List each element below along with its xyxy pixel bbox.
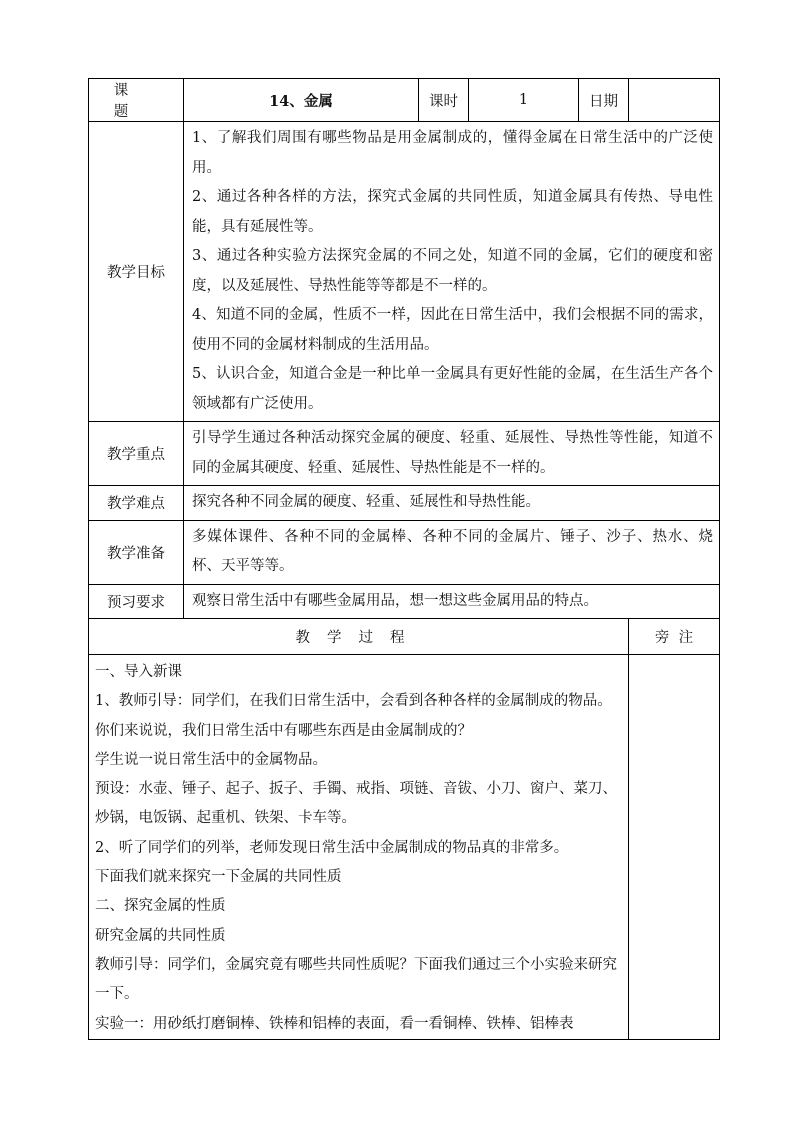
topic-value: 14、金属 (184, 79, 419, 122)
process-line: 教师引导：同学们，金属究竟有哪些共同性质呢？下面我们通过三个小实验来研究一下。 (95, 956, 617, 1003)
goals-row (89, 122, 720, 422)
goal-item: 1、了解我们周围有哪些物品是用金属制成的，懂得金属在日常生活中的广泛使用。 (192, 130, 713, 176)
preparation-row (89, 520, 720, 584)
process-header: 教学过程 (89, 619, 629, 655)
process-line: 预设：水壶、锤子、起子、扳子、手镯、戒指、项链、音钹、小刀、窗户、菜刀、炒锅，电饭锅、起重机、铁架、卡车等。 (95, 781, 617, 827)
date-label: 日期 (579, 79, 629, 122)
period-label: 课时 (419, 79, 469, 122)
period-value: 1 (469, 79, 579, 122)
header-row (89, 79, 720, 122)
key-points-label: 教学重点 (89, 422, 184, 486)
process-content (89, 655, 629, 1040)
process-line: 一、导入新课 (95, 664, 182, 680)
process-line: 研究金属的共同性质 (95, 927, 226, 944)
difficulties-label: 教学难点 (89, 486, 184, 521)
date-value (629, 79, 720, 122)
process-line: 学生说一说日常生活中的金属物品。 (95, 751, 327, 768)
process-line: 下面我们就来探究一下金属的共同性质 (95, 869, 342, 886)
key-points-row (89, 422, 720, 486)
preparation-content: 多媒体课件、各种不同的金属棒、各种不同的金属片、锤子、沙子、热水、烧杯、天平等等。 (184, 520, 720, 584)
process-line: 二、探究金属的性质 (95, 898, 226, 915)
topic-label: 课 题 (89, 79, 184, 122)
goals-label: 教学目标 (89, 122, 184, 422)
preview-content: 观察日常生活中有哪些金属用品，想一想这些金属用品的特点。 (184, 584, 720, 619)
notes-column (629, 655, 720, 1040)
lesson-plan-table (88, 78, 720, 1040)
goals-content (184, 122, 720, 422)
process-line: 2、听了同学们的列举，老师发现日常生活中金属制成的物品真的非常多。 (95, 839, 569, 856)
preview-label: 预习要求 (89, 584, 184, 619)
process-header-row (89, 619, 720, 655)
difficulties-content: 探究各种不同金属的硬度、轻重、延展性和导热性能。 (184, 486, 720, 521)
process-line: 1、教师引导：同学们，在我们日常生活中，会看到各种各样的金属制成的物品。你们来说说，我们日常生活中有哪些东西是由金属制成的？ (95, 693, 612, 739)
process-line: 实验一：用砂纸打磨铜棒、铁棒和铝棒的表面，看一看铜棒、铁棒、铝棒表 (95, 1015, 574, 1032)
key-points-content: 引导学生通过各种活动探究金属的硬度、轻重、延展性、导热性等性能，知道不同的金属其硬度、轻重、延展性、导热性能是不一样的。 (184, 422, 720, 486)
preview-row (89, 584, 720, 619)
goal-item: 5、认识合金，知道合金是一种比单一金属具有更好性能的金属，在生活生产各个领域都有广泛使用。 (192, 366, 713, 412)
notes-header: 旁 注 (629, 619, 720, 655)
process-row (89, 655, 720, 1040)
preparation-label: 教学准备 (89, 520, 184, 584)
difficulties-row (89, 486, 720, 521)
goal-item: 3、通过各种实验方法探究金属的不同之处，知道不同的金属，它们的硬度和密度，以及延展性、导热性能等等都是不一样的。 (192, 248, 713, 294)
goal-item: 4、知道不同的金属，性质不一样，因此在日常生活中，我们会根据不同的需求，使用不同的金属材料制成的生活用品。 (192, 307, 713, 353)
goal-item: 2、通过各种各样的方法，探究式金属的共同性质，知道金属具有传热、导电性能，具有延展性等。 (192, 189, 713, 235)
